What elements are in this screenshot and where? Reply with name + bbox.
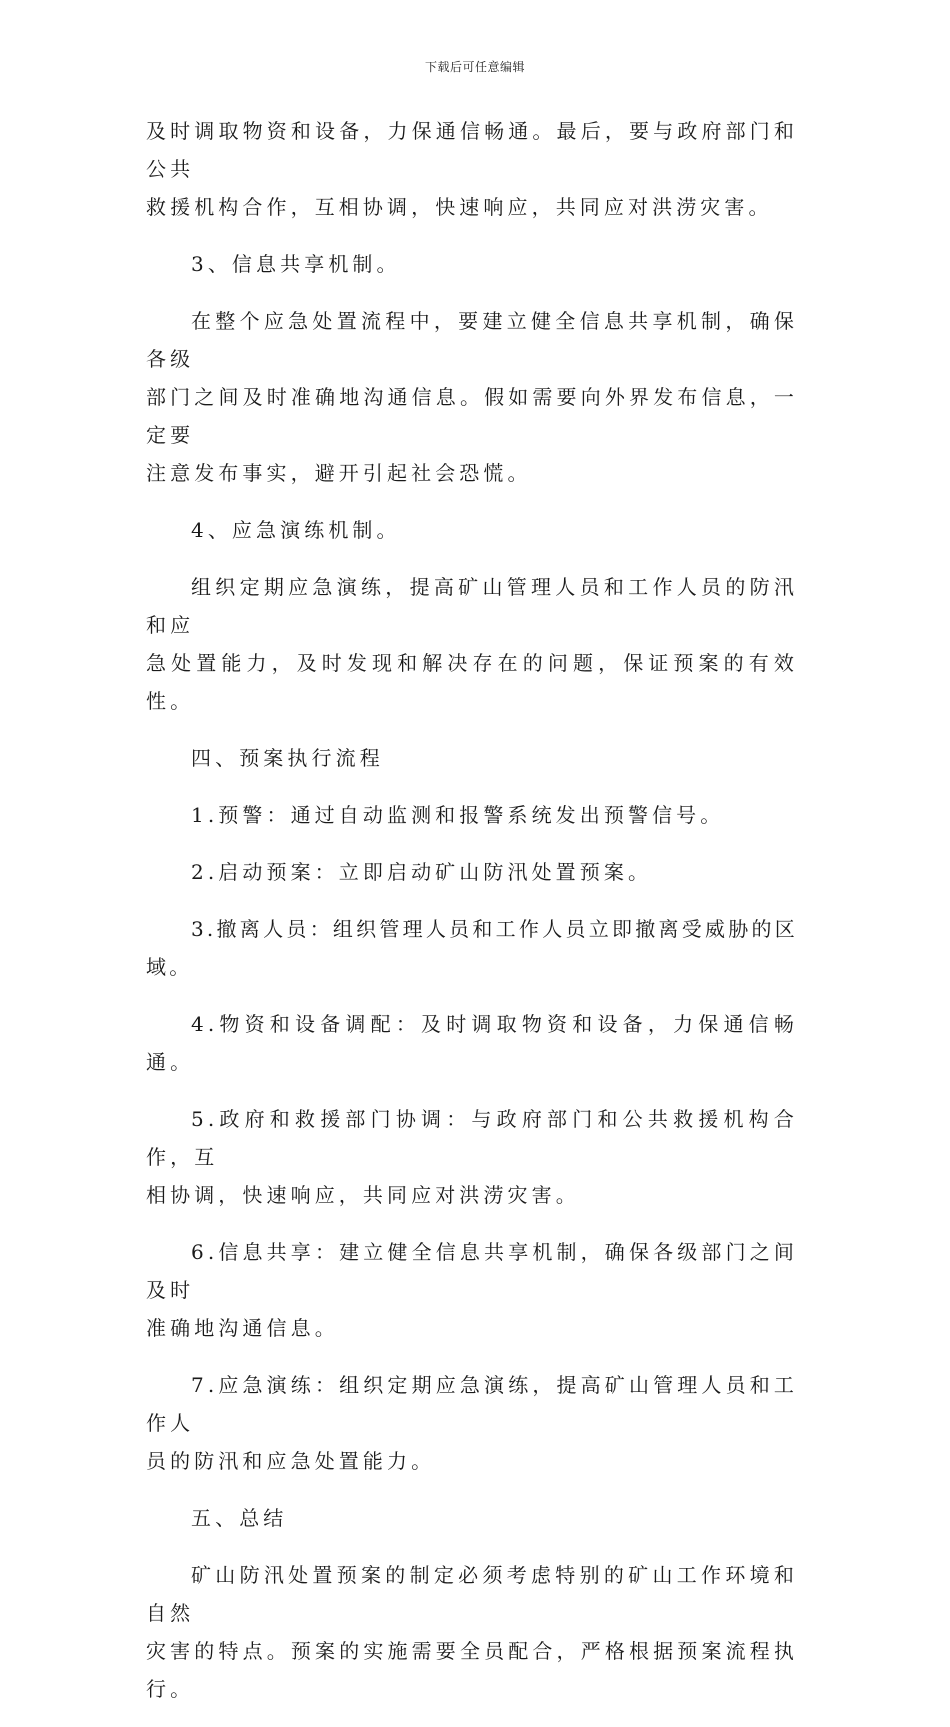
section-heading [146, 511, 798, 549]
text-line: 灾害的特点。预案的实施需要全员配合，严格根据预案流程执行。 [146, 1639, 798, 1701]
section-heading [146, 1499, 798, 1537]
text-line: 4、应急演练机制。 [191, 518, 401, 542]
text-line: 五、总结 [191, 1506, 288, 1530]
list-item [146, 853, 798, 891]
text-line: 在整个应急处置流程中，要建立健全信息共享机制，确保各级 [146, 309, 798, 371]
text-line: 7.应急演练：组织定期应急演练，提高矿山管理人员和工作人 [146, 1373, 798, 1435]
text-line: 急处置能力，及时发现和解决存在的问题，保证预案的有效性。 [146, 651, 798, 713]
text-line: 4.物资和设备调配：及时调取物资和设备，力保通信畅通。 [146, 1012, 798, 1074]
text-line: 组织定期应急演练，提高矿山管理人员和工作人员的防汛和应 [146, 575, 798, 637]
document-body [146, 112, 798, 1727]
text-line: 员的防汛和应急处置能力。 [146, 1449, 436, 1473]
paragraph [146, 302, 798, 492]
list-item [146, 1100, 798, 1214]
section-heading [146, 245, 798, 283]
list-item [146, 1005, 798, 1081]
paragraph [146, 1556, 798, 1708]
text-line: 准确地沟通信息。 [146, 1316, 339, 1340]
text-line: 及时调取物资和设备，力保通信畅通。最后，要与政府部门和公共 [146, 119, 798, 181]
page-header: 下载后可任意编辑 [424, 60, 525, 74]
text-line: 部门之间及时准确地沟通信息。假如需要向外界发布信息，一定要 [146, 385, 798, 447]
list-item [146, 1366, 798, 1480]
text-line: 救援机构合作，互相协调，快速响应，共同应对洪涝灾害。 [146, 195, 773, 219]
text-line: 1.预警：通过自动监测和报警系统发出预警信号。 [191, 803, 725, 827]
paragraph-continuation [146, 112, 798, 226]
text-line: 6.信息共享：建立健全信息共享机制，确保各级部门之间及时 [146, 1240, 798, 1302]
list-item [146, 1233, 798, 1347]
text-line: 矿山防汛处置预案的制定必须考虑特别的矿山工作环境和自然 [146, 1563, 798, 1625]
list-item [146, 910, 798, 986]
text-line: 5.政府和救援部门协调：与政府部门和公共救援机构合作，互 [146, 1107, 798, 1169]
text-line: 3.撤离人员：组织管理人员和工作人员立即撤离受威胁的区域。 [146, 917, 798, 979]
list-item [146, 796, 798, 834]
text-line: 2.启动预案：立即启动矿山防汛处置预案。 [191, 860, 653, 884]
text-line: 相协调，快速响应，共同应对洪涝灾害。 [146, 1183, 580, 1207]
section-heading [146, 739, 798, 777]
text-line: 四、预案执行流程 [191, 746, 384, 770]
text-line: 3、信息共享机制。 [191, 252, 401, 276]
text-line: 注意发布事实，避开引起社会恐慌。 [146, 461, 532, 485]
paragraph [146, 568, 798, 720]
